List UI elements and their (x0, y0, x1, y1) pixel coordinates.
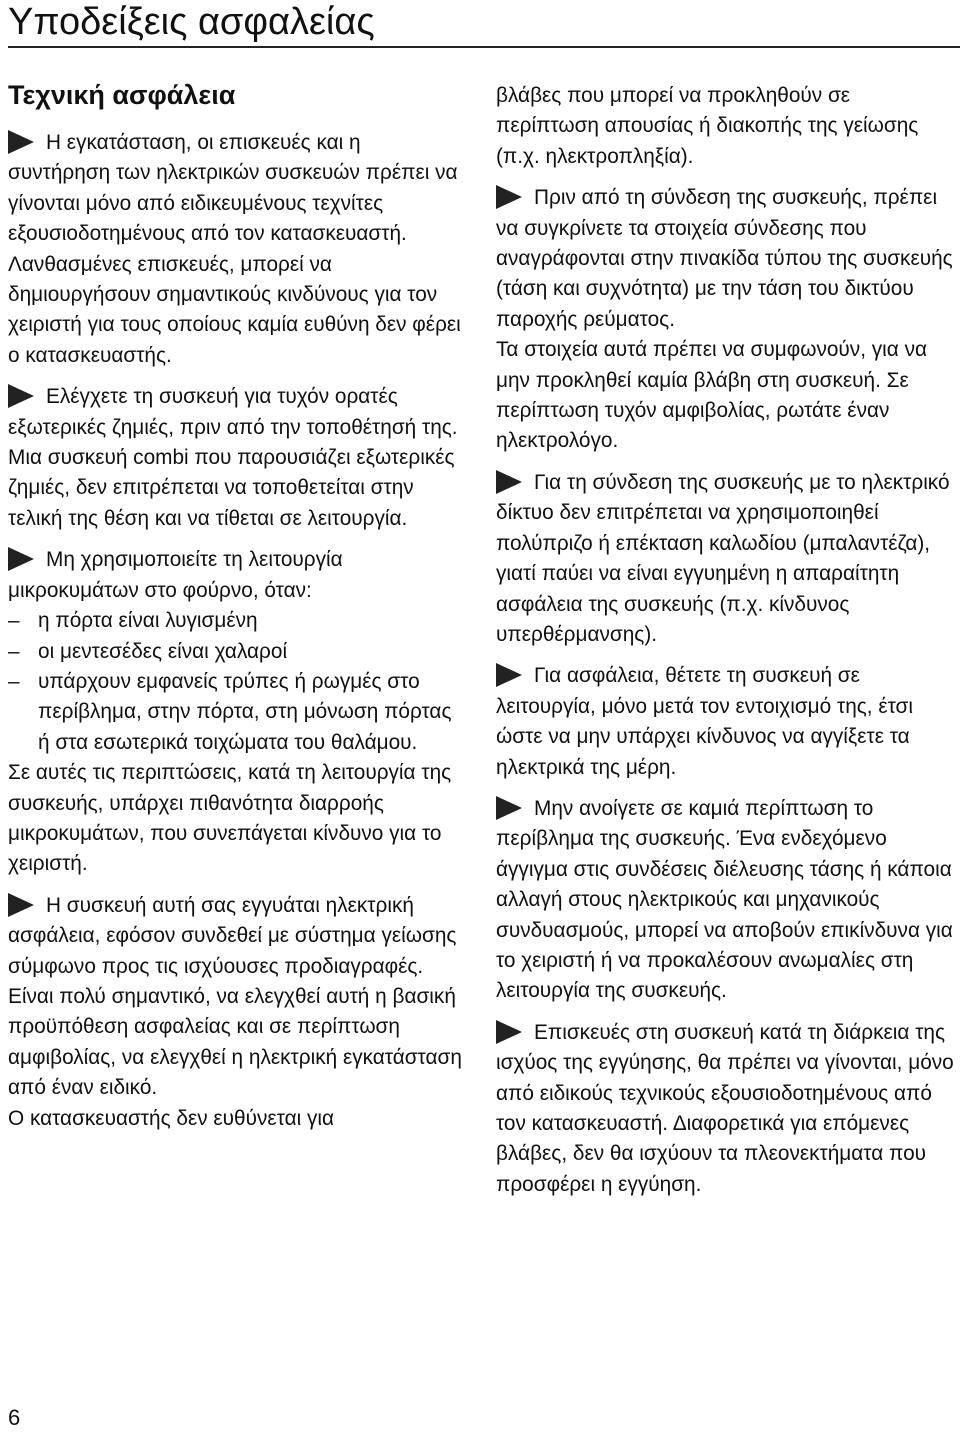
safety-text: Πριν από τη σύνδεση της συσκευής, πρέπει να συγκρίνετε τα στοιχεία σύνδεσης που αναγράφονται στην πινακίδα τύπου της συσκευής (τάση και συχνότητα) με την τάση του δικτύου παροχής ρεύματος. (496, 186, 953, 331)
safety-item-microwave (8, 545, 464, 879)
safety-text: Ο κατασκευαστής δεν ευθύνεται για (8, 1106, 335, 1130)
left-column (8, 76, 464, 1145)
safety-item-housing (496, 794, 956, 1007)
safety-text: Μια συσκευή combi που παρουσιάζει εξωτερικές ζημιές, δεν επιτρέπεται να τοποθετείται στην τελική της θέση και να τίθεται σε λειτουργία. (8, 446, 455, 530)
safety-item-extension (496, 468, 956, 650)
arrow-right-icon (496, 1020, 522, 1044)
safety-text: Λανθασμένες επισκευές, μπορεί να δημιουργήσουν σημαντικούς κινδύνους για τον χειριστή για τους οποίους καμία ευθύνη δεν φέρει ο κατασκευαστής. (8, 252, 461, 367)
section-heading: Τεχνική ασφάλεια (8, 80, 236, 110)
safety-text: Μην ανοίγετε σε καμιά περίπτωση το περίβλημα της συσκευής. Ένα ενδεχόμενο άγγιγμα στις συνδέσεις διέλευσης τάσης ή κάποια αλλαγή στους ηλεκτρικούς και μηχανικούς συνδυασμούς, μπορεί να αποβούν επικίνδυνα για το χειριστή ή να προκαλέσουν ανωμαλίες στη λειτουργία της συσκευής. (496, 796, 953, 1003)
safety-text: Για ασφάλεια, θέτετε τη συσκευή σε λειτουργία, μόνο μετά τον εντοιχισμό της, έτσι ώστε να μην υπάρχει κίνδυνος να αγγίξετε τα ηλεκτρικά της μέρη. (496, 664, 913, 779)
list-item: – η πόρτα είναι λυγισμένη (8, 606, 464, 636)
safety-text: Η συσκευή αυτή σας εγγυάται ηλεκτρική ασφάλεια, εφόσον συνδεθεί με σύστημα γείωσης σύμφωνο προς τις ισχύουσες προδιαγραφές. Είναι πολύ σημαντικό, να ελεγχθεί αυτή η βασική προϋπόθεση ασφαλείας και σε περίπτωση αμφιβολίας, να ελεγχθεί η ηλεκτρική εγκατάσταση από έναν ειδικό. (8, 893, 462, 1100)
arrow-right-icon (496, 470, 522, 494)
safety-text: Επισκευές στη συσκευή κατά τη διάρκεια της ισχύος της εγγύησης, θα πρέπει να γίνονται, μόνο από ειδικούς τεχνικούς εξουσιοδοτημένους από τον κατασκευαστή. Διαφορετικά για επόμενες βλάβες, δεν θα ισχύουν τα πλεονεκτήματα που προσφέρει η εγγύηση. (496, 1020, 954, 1196)
page-title: Υποδείξεις ασφαλείας (8, 1, 375, 43)
safety-text: Σε αυτές τις περιπτώσεις, κατά τη λειτουργία της συσκευής, υπάρχει πιθανότητα διαρροής μικροκυμάτων, που συνεπάγεται κίνδυνο για το χειριστή. (8, 761, 452, 876)
arrow-right-icon (496, 185, 522, 209)
list-item: – υπάρχουν εμφανείς τρύπες ή ρωγμές στο περίβλημα, στην πόρτα, στη μόνωση πόρτας ή στα εσωτερικά τοιχώματα του θαλάμου. (8, 667, 464, 758)
condition-list (8, 606, 464, 758)
arrow-right-icon (8, 384, 34, 408)
safety-text: Μη χρησιμοποιείτε τη λειτουργία μικροκυμάτων στο φούρνο, όταν: (8, 548, 343, 602)
title-divider (8, 46, 960, 48)
arrow-right-icon (8, 893, 34, 917)
safety-text: Ελέγχετε τη συσκευή για τυχόν ορατές εξωτερικές ζημιές, πριν από την τοποθέτησή της. (8, 385, 458, 439)
safety-item-warranty (496, 1018, 956, 1200)
safety-text: Για τη σύνδεση της συσκευής με το ηλεκτρικό δίκτυο δεν επιτρέπεται να χρησιμοποιηθεί πολύπριζο ή επέκταση καλωδίου (μπαλαντέζα), γιατί παύει να είναι εγγυημένη η απαραίτητη ασφάλεια της συσκευής (π.χ. κίνδυνος υπερθέρμανσης). (496, 470, 950, 646)
safety-item-inspection (8, 382, 464, 534)
safety-text: βλάβες που μπορεί να προκληθούν σε περίπτωση απουσίας ή διακοπής της γείωσης (π.χ. ηλεκτροπληξία). (496, 84, 919, 168)
arrow-right-icon (8, 547, 34, 571)
safety-item-installation (8, 128, 464, 371)
safety-text: Τα στοιχεία αυτά πρέπει να συμφωνούν, για να μην προκληθεί καμία βλάβη στη συσκευή. Σε περίπτωση τυχόν αμφιβολίας, ρωτάτε έναν ηλεκτρολόγο. (496, 338, 928, 453)
page-number: 6 (8, 1405, 21, 1430)
safety-item-voltage (496, 183, 956, 457)
arrow-right-icon (496, 796, 522, 820)
continuation-text-block (496, 81, 956, 172)
list-item: – οι μεντεσέδες είναι χαλαροί (8, 637, 464, 667)
safety-text: Η εγκατάσταση, οι επισκευές και η συντήρηση των ηλεκτρικών συσκευών πρέπει να γίνονται μόνο από ειδικευμένους τεχνίτες εξουσιοδοτημένους από τον κατασκευαστή. (8, 131, 458, 246)
safety-item-built-in (496, 661, 956, 783)
arrow-right-icon (496, 663, 522, 687)
arrow-right-icon (8, 130, 34, 154)
right-column (496, 81, 956, 1211)
safety-item-grounding (8, 891, 464, 1134)
